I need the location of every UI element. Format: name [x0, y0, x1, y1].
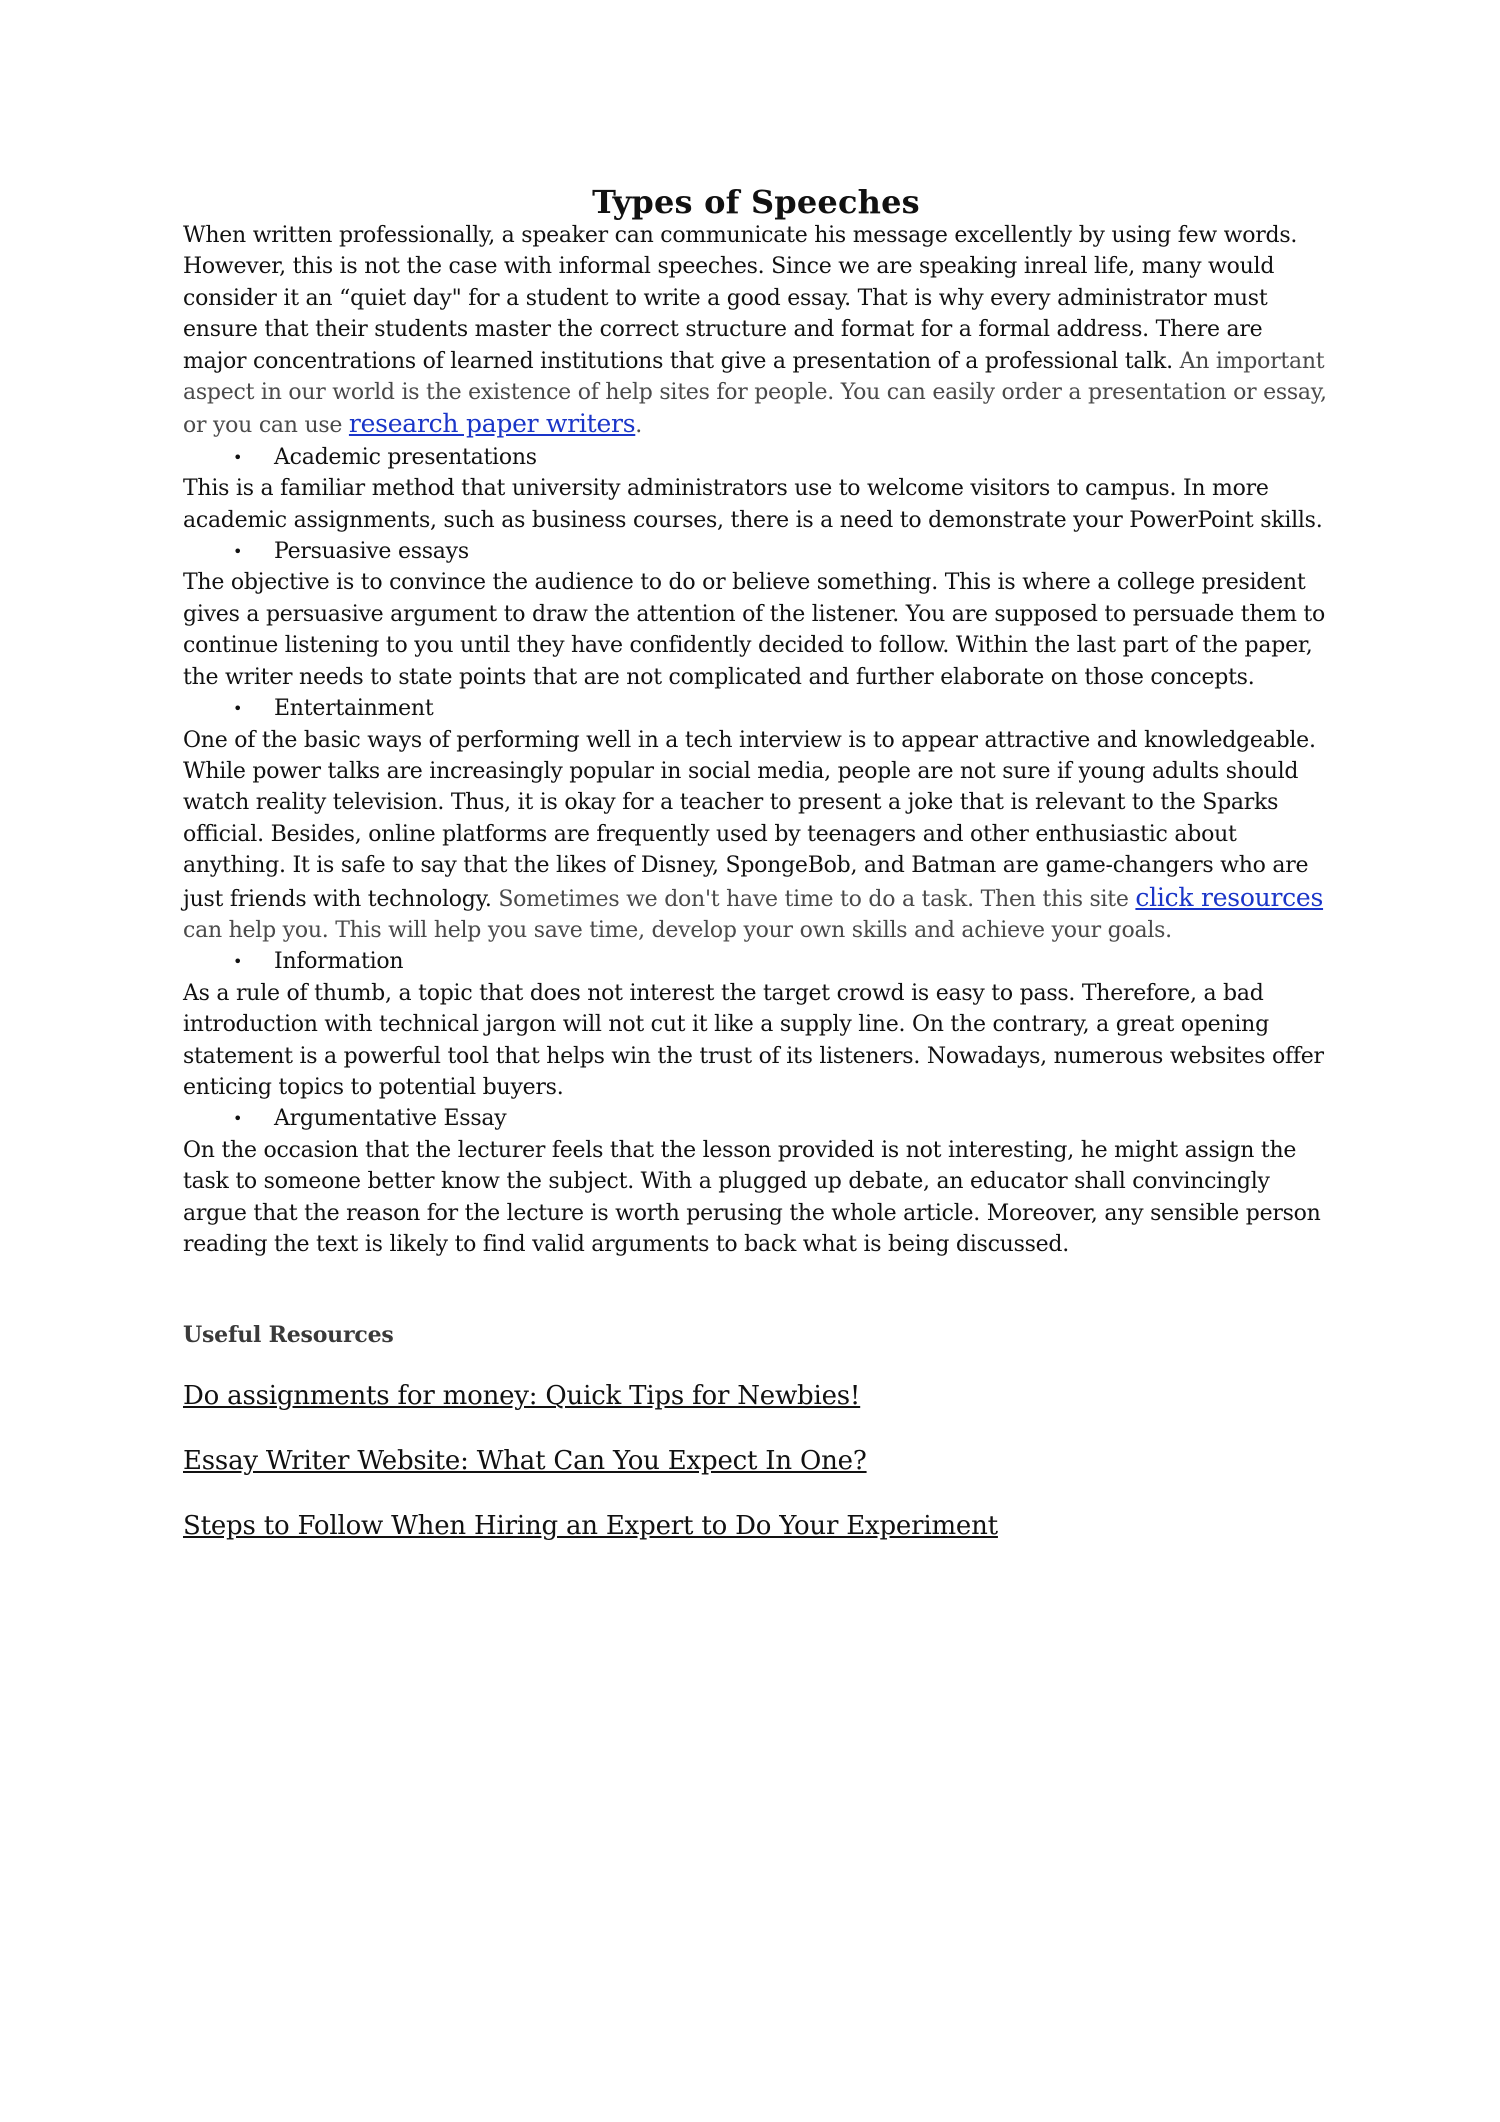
entertainment-grey-text: Sometimes we don't have time to do a task. Then this site [498, 886, 1136, 912]
section-heading-entertainment: Entertainment [274, 696, 434, 722]
intro-paragraph [183, 220, 1329, 442]
section-body-academic-presentations: This is a familiar method that university administrators use to welcome visitors to campus. In more academic assignments, such as business courses, there is a need to demonstrate your PowerPoint skills. [183, 476, 1323, 533]
section-body-information: As a rule of thumb, a topic that does not interest the target crowd is easy to pass. Therefore, a bad introduction with technical jargon will not cut it like a supply line. On the contrary, a great opening statement is a powerful tool that helps win the trust of its listeners. Nowadays, numerous websites offer enticing topics to potential buyers. [183, 980, 1324, 1100]
section-heading-argumentative-essay: Argumentative Essay [274, 1106, 507, 1132]
intro-grey-text: An important aspect in our world is the existence of help sites for people. You can easily order a presentation or essay, or you can use [183, 348, 1327, 439]
bullet-icon: • [233, 952, 243, 972]
section-heading-persuasive-essays: Persuasive essays [274, 539, 469, 565]
entertainment-grey-after: can help you. This will help you save time, develop your own skills and achieve your goals. [183, 917, 1172, 943]
intro-text: When written professionally, a speaker can communicate his message excellently by using few words. However, this is not the case with informal speeches. Since we are speaking inreal life, many would consider it an “quiet day" for a student to write a good essay. That is why every administrator must ensure that their students master the correct structure and format for a formal address. There are major concentrations of learned institutions that give a presentation of a professional talk. [183, 223, 1298, 374]
entertainment-text: One of the basic ways of performing well in a tech interview is to appear attractive and knowledgeable. While power talks are increasingly popular in social media, people are not sure if young adults should watch reality television. Thus, it is okay for a teacher to present a joke that is relevant to the Sparks official. Besides, online platforms are frequently used by teenagers and other enthusiastic about anything. It is safe to say that the likes of Disney, SpongeBob, and Batman are game-changers who are just friends with technology. [183, 727, 1316, 912]
list-item [183, 946, 1329, 977]
bullet-icon: • [233, 699, 243, 719]
section-heading-academic-presentations: Academic presentations [274, 444, 537, 470]
section-heading-information: Information [274, 949, 404, 975]
list-item [183, 1103, 1329, 1134]
bullet-icon: • [233, 1109, 243, 1129]
section-body-persuasive-essays: The objective is to convince the audience to do or believe something. This is where a college president gives a persuasive argument to draw the attention of the listener. You are supposed to persuade them to continue listening to you until they have confidently decided to follow. Within the last part of the paper, the writer needs to state points that are not complicated and further elaborate on those concepts. [183, 570, 1326, 690]
resource-link-assignments-for-money[interactable]: Do assignments for money: Quick Tips for Newbies! [183, 1381, 861, 1412]
list-item [183, 693, 1329, 724]
list-item [183, 536, 1329, 567]
page-title: Types of Speeches [592, 183, 920, 221]
click-resources-link[interactable]: click resources [1135, 882, 1324, 912]
bullet-icon: • [233, 542, 243, 562]
list-item [183, 442, 1329, 473]
bullet-icon: • [233, 447, 243, 467]
section-body-entertainment [183, 725, 1329, 947]
document-content [183, 180, 1329, 1543]
useful-resources-heading: Useful Resources [183, 1322, 394, 1349]
resource-link-hiring-expert[interactable]: Steps to Follow When Hiring an Expert to Do Your Experiment [183, 1511, 998, 1542]
section-body-argumentative-essay: On the occasion that the lecturer feels that the lesson provided is not interesting, he might assign the task to someone better know the subject. With a plugged up debate, an educator shall convincingly argue that the reason for the lecture is worth perusing the whole article. Moreover, any sensible person reading the text is likely to find valid arguments to back what is being discussed. [183, 1137, 1321, 1257]
research-paper-writers-link[interactable]: research paper writers [348, 409, 636, 439]
resource-link-essay-writer-website[interactable]: Essay Writer Website: What Can You Expect In One? [183, 1446, 867, 1477]
intro-after-link: . [635, 413, 643, 439]
